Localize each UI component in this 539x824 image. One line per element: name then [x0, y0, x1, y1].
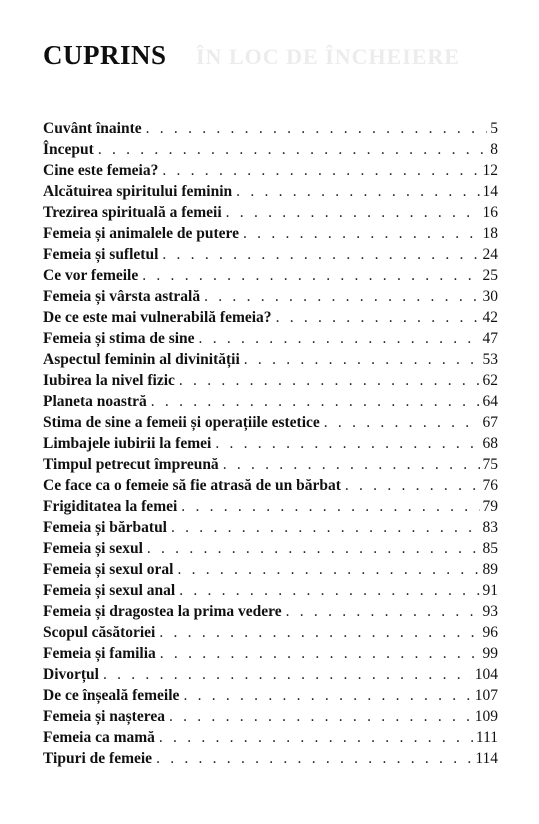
- toc-entry: [43, 475, 498, 496]
- dot-leader: [243, 223, 479, 244]
- toc-entry-title: Iubirea la nivel fizic: [43, 372, 175, 389]
- toc-entry: [43, 412, 498, 433]
- toc-entry: [43, 265, 498, 286]
- toc-entry: [43, 517, 498, 538]
- toc-entry: [43, 496, 498, 517]
- toc-entry: [43, 706, 498, 727]
- toc-entry-page-number: 114: [475, 750, 498, 767]
- toc-entry-page-number: 53: [482, 351, 498, 368]
- toc-entry: [43, 307, 498, 328]
- toc-entry: [43, 685, 498, 706]
- toc-entry: [43, 664, 498, 685]
- dot-leader: [223, 454, 480, 475]
- toc-entry: [43, 601, 498, 622]
- dot-leader: [183, 685, 471, 706]
- dot-leader: [244, 349, 480, 370]
- toc-entry-page-number: 67: [482, 414, 498, 431]
- dot-leader: [179, 580, 479, 601]
- dot-leader: [345, 475, 480, 496]
- toc-entry-page-number: 12: [482, 162, 498, 179]
- toc-entry-page-number: 68: [482, 435, 498, 452]
- toc-entry: [43, 244, 498, 265]
- toc-entry-page-number: 64: [482, 393, 498, 410]
- toc-entry-title: Femeia și dragostea la prima vedere: [43, 603, 282, 620]
- dot-leader: [204, 286, 479, 307]
- toc-entry: [43, 391, 498, 412]
- toc-entry-page-number: 16: [482, 204, 498, 221]
- toc-entry-title: Alcătuirea spiritului feminin: [43, 183, 233, 200]
- toc-entry-page-number: 47: [482, 330, 498, 347]
- toc-entry: [43, 349, 498, 370]
- dot-leader: [177, 559, 479, 580]
- dot-leader: [199, 328, 480, 349]
- toc-entry-page-number: 93: [482, 603, 498, 620]
- toc-entry-page-number: 79: [482, 498, 498, 515]
- dot-leader: [159, 727, 473, 748]
- toc-entry-title: Timpul petrecut împreună: [43, 456, 219, 473]
- toc-entry: [43, 223, 498, 244]
- toc-entry-title: Limbajele iubirii la femei: [43, 435, 212, 452]
- toc-entry: [43, 748, 498, 769]
- toc-entry-title: Aspectul feminin al divinității: [43, 351, 240, 368]
- dot-leader: [162, 244, 479, 265]
- toc-entry: [43, 160, 498, 181]
- toc-entry-title: Femeia ca mamă: [43, 729, 155, 746]
- toc-entry-page-number: 111: [475, 729, 498, 746]
- toc-entry-page-number: 104: [474, 666, 498, 683]
- toc-entry-page-number: 42: [482, 309, 498, 326]
- toc-entry-page-number: 91: [482, 582, 498, 599]
- toc-entry-title: Scopul căsătoriei: [43, 624, 156, 641]
- toc-entry-title: Ce vor femeile: [43, 267, 139, 284]
- toc-entry-page-number: 83: [482, 519, 498, 536]
- toc-entry-title: De ce este mai vulnerabilă femeia?: [43, 309, 272, 326]
- toc-entry-title: Femeia și stima de sine: [43, 330, 195, 347]
- toc-entry: [43, 433, 498, 454]
- toc-entry: [43, 286, 498, 307]
- toc-entry-title: Femeia și animalele de putere: [43, 225, 240, 242]
- toc-entry-title: Frigiditatea la femei: [43, 498, 178, 515]
- toc-entry-page-number: 76: [482, 477, 498, 494]
- toc-entry-page-number: 62: [482, 372, 498, 389]
- dot-leader: [286, 601, 480, 622]
- toc-entry-page-number: 89: [482, 561, 498, 578]
- dot-leader: [171, 517, 480, 538]
- toc-entry-title: Ce face ca o femeie să fie atrasă de un bărbat: [43, 477, 341, 494]
- dot-leader: [276, 307, 480, 328]
- toc-entry-title: Femeia și nașterea: [43, 708, 165, 725]
- toc-entry: [43, 181, 498, 202]
- toc-entry-page-number: 75: [482, 456, 498, 473]
- dot-leader: [215, 433, 479, 454]
- toc-entry: [43, 202, 498, 223]
- toc-entry-title: Cine este femeia?: [43, 162, 159, 179]
- dot-leader: [103, 664, 472, 685]
- toc-entry: [43, 454, 498, 475]
- dot-leader: [162, 160, 479, 181]
- dot-leader: [98, 139, 487, 160]
- toc-entry-page-number: 107: [474, 687, 498, 704]
- toc-entry-title: Femeia și familia: [43, 645, 156, 662]
- dot-leader: [226, 202, 480, 223]
- toc-entry: [43, 370, 498, 391]
- toc-entry-page-number: 5: [490, 120, 498, 137]
- dot-leader: [324, 412, 480, 433]
- toc-entry-title: Început: [43, 141, 94, 158]
- toc-entry: [43, 328, 498, 349]
- toc-entry-page-number: 25: [482, 267, 498, 284]
- toc-entry-page-number: 14: [482, 183, 498, 200]
- toc-entry-title: Planeta noastră: [43, 393, 147, 410]
- dot-leader: [160, 643, 480, 664]
- toc-entry-title: Cuvânt înainte: [43, 120, 142, 137]
- toc-entry: [43, 622, 498, 643]
- toc-entry-title: Femeia și vârsta astrală: [43, 288, 201, 305]
- toc-entry-page-number: 85: [482, 540, 498, 557]
- toc-entry-page-number: 24: [482, 246, 498, 263]
- toc-entry: [43, 538, 498, 559]
- toc-entry-page-number: 18: [482, 225, 498, 242]
- dot-leader: [156, 748, 472, 769]
- toc-entry-title: Femeia și sufletul: [43, 246, 159, 263]
- toc-entry: [43, 559, 498, 580]
- toc-entry-title: Femeia și bărbatul: [43, 519, 167, 536]
- toc-entry: [43, 580, 498, 601]
- toc-entry: [43, 139, 498, 160]
- toc-entry-title: Femeia și sexul anal: [43, 582, 176, 599]
- toc-entry-page-number: 8: [490, 141, 498, 158]
- dot-leader: [181, 496, 479, 517]
- toc-entry-title: De ce înșeală femeile: [43, 687, 180, 704]
- dot-leader: [169, 706, 472, 727]
- dot-leader: [146, 118, 488, 139]
- dot-leader: [236, 181, 479, 202]
- toc-entry-page-number: 30: [482, 288, 498, 305]
- toc-entry: [43, 118, 498, 139]
- bleed-through-text: ÎN LOC DE ÎNCHEIERE: [196, 44, 461, 69]
- dot-leader: [151, 391, 480, 412]
- toc-entry-title: Femeia și sexul: [43, 540, 143, 557]
- toc-entry-page-number: 109: [474, 708, 498, 725]
- toc-entry-title: Tipuri de femeie: [43, 750, 153, 767]
- toc-entry-title: Divorțul: [43, 666, 99, 683]
- toc-entry-title: Femeia și sexul oral: [43, 561, 174, 578]
- toc-entry-page-number: 99: [482, 645, 498, 662]
- toc-entry: [43, 727, 498, 748]
- page-title: CUPRINS: [43, 40, 167, 70]
- toc-entry: [43, 643, 498, 664]
- toc-entry-page-number: 96: [482, 624, 498, 641]
- table-of-contents: [43, 118, 498, 769]
- toc-entry-title: Trezirea spirituală a femeii: [43, 204, 222, 221]
- dot-leader: [179, 370, 480, 391]
- toc-entry-title: Stima de sine a femeii și operațiile estetice: [43, 414, 320, 431]
- dot-leader: [159, 622, 479, 643]
- dot-leader: [142, 265, 479, 286]
- dot-leader: [147, 538, 480, 559]
